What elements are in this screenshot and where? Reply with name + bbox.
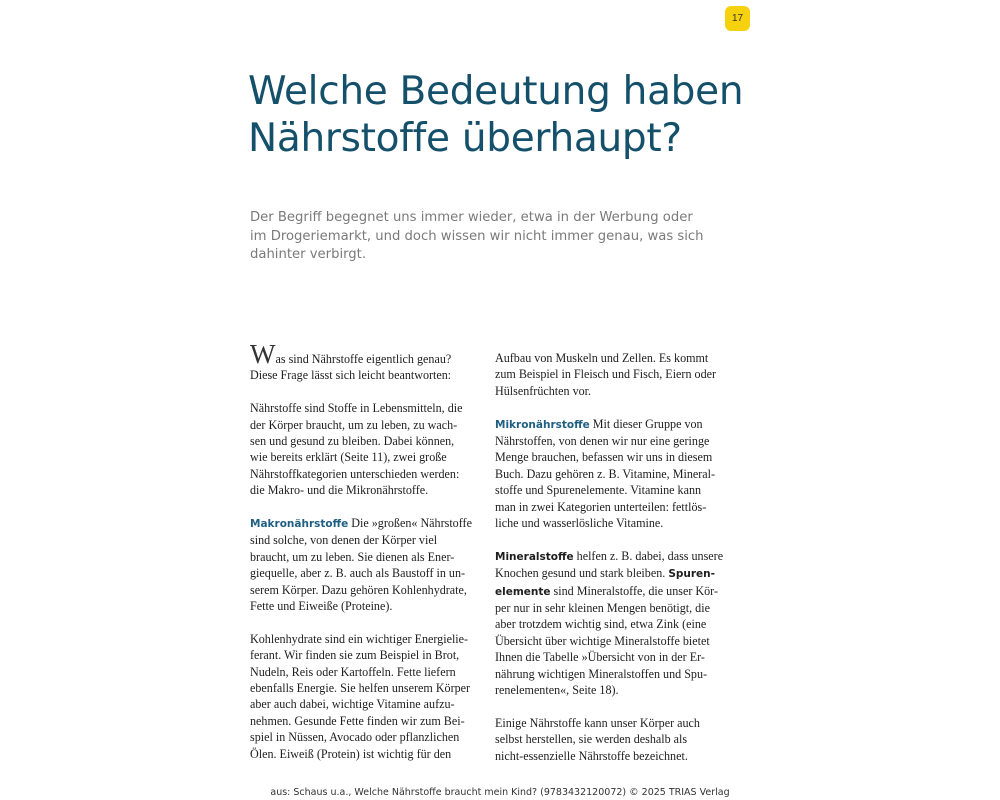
right-column [495,350,727,781]
drop-cap: W [250,339,276,369]
non-essential-paragraph [495,715,727,764]
text-line: Ihnen die Tabelle »Übersicht von in der Er- [495,650,705,665]
micronutrients-paragraph [495,416,727,532]
intro-line: dahinter verbirgt. [250,247,367,262]
macronutrients-paragraph [250,515,482,614]
keyword-makronaehrstoffe: Makronährstoffe [250,518,349,531]
keyword-spurenelemente: elemente [495,585,551,598]
text-line: serem Körper. Dazu gehören Kohlenhydrate, [250,582,467,597]
intro-line: Der Begriff begegnet uns immer wieder, etwa in der Werbung oder [250,210,693,225]
text-line: Knochen gesund und stark bleiben. [495,566,669,581]
text-line: spiel in Nüssen, Avocado oder pflanzlichen [250,730,460,745]
text-line: die Makro- und die Mikronährstoffe. [250,483,429,498]
text-line: Buch. Dazu gehören z. B. Vitamine, Mineral- [495,466,716,481]
protein-paragraph [495,350,727,399]
text-line: nährung wichtigen Mineralstoffen und Spu- [495,666,708,681]
text-line: helfen z. B. dabei, dass unsere [573,548,724,563]
text-line: Hülsenfrüchten vor. [495,383,592,398]
text-line: Fette und Eiweiße (Proteine). [250,599,393,614]
text-line: Übersicht über wichtige Mineralstoffe bietet [495,633,710,648]
text-line: renelementen«, Seite 18). [495,683,619,698]
text-line: Ölen. Eiweiß (Protein) ist wichtig für den [250,746,452,761]
keyword-spurenelemente: Spuren- [668,568,715,581]
minerals-paragraph [495,548,727,699]
intro-paragraph [250,209,730,265]
text-line: Einige Nährstoffe kann unser Körper auch [495,715,700,730]
carbohydrates-paragraph [250,631,482,762]
keyword-mineralstoffe: Mineralstoffe [495,550,574,563]
text-line: man in zwei Kategorien unterteilen: fettlös- [495,499,707,514]
text-line: Kohlenhydrate sind ein wichtiger Energielie- [250,631,469,646]
definition-paragraph [250,400,482,498]
text-line: sind Mineralstoffe, die unser Kör- [550,583,718,598]
text-line: nicht-essenzielle Nährstoffe bezeichnet. [495,748,688,763]
left-column [250,339,482,779]
source-footer: aus: Schaus u.a., Welche Nährstoffe braucht mein Kind? (9783432120072) © 2025 TRIAS Verlag [270,787,730,798]
intro-line: im Drogeriemarkt, und doch wissen wir nicht immer genau, was sich [250,228,704,244]
page-number-badge: 17 [725,6,750,31]
text-line: nehmen. Gesunde Fette finden wir zum Bei- [250,713,465,728]
text-line: stoffe und Spurenelemente. Vitamine kann [495,483,702,498]
text-line: Die »großen« Nährstoffe [348,516,472,531]
opening-paragraph [250,339,482,384]
text-line: Menge brauchen, befassen wir uns in diesem [495,450,713,465]
title-line-2: Nährstoffe überhaupt? [248,116,682,161]
text-line: ebenfalls Energie. Sie helfen unserem Körper [250,681,471,696]
text-line: liche und wasserlösliche Vitamine. [495,516,664,531]
text-line: braucht, um zu leben. Sie dienen als Ener- [250,549,455,564]
text-line: wie bereits erklärt (Seite 11), zwei große [250,450,447,465]
text-line: giequelle, aber z. B. auch als Baustoff in un- [250,566,466,581]
keyword-mikronaehrstoffe: Mikronährstoffe [495,418,590,431]
text-line: aber auch dabei, wichtige Vitamine aufzu- [250,697,455,712]
text-line: Nährstoffkategorien unterschieden werden: [250,466,460,481]
text-line: Nudeln, Reis oder Kartoffeln. Fette liefern [250,664,456,679]
text-line: as sind Nährstoffe eigentlich genau? [275,352,452,366]
text-line: Nährstoffen, von denen wir nur eine geringe [495,434,710,449]
text-line: selbst herstellen, sie werden deshalb als [495,732,688,747]
text-line: Aufbau von Muskeln und Zellen. Es kommt [495,351,709,365]
text-line: zum Beispiel in Fleisch und Fisch, Eiern oder [495,367,717,382]
text-line: Nährstoffe sind Stoffe in Lebensmitteln, die [250,401,463,416]
text-line: Diese Frage lässt sich leicht beantworten: [250,368,452,383]
text-line: sind solche, von denen der Körper viel [250,533,438,548]
text-line: sen und gesund zu bleiben. Dabei können, [250,434,455,449]
text-line: der Körper braucht, um zu leben, zu wach- [250,417,458,432]
text-line: ferant. Wir finden sie zum Beispiel in Brot, [250,648,460,663]
text-line: aber trotzdem wichtig sind, etwa Zink (eine [495,617,707,632]
text-line: Mit dieser Gruppe von [589,416,703,431]
text-line: per nur in sehr kleinen Mengen benötigt, die [495,601,710,616]
page-title [248,68,808,162]
title-line-1: Welche Bedeutung haben [248,69,744,114]
